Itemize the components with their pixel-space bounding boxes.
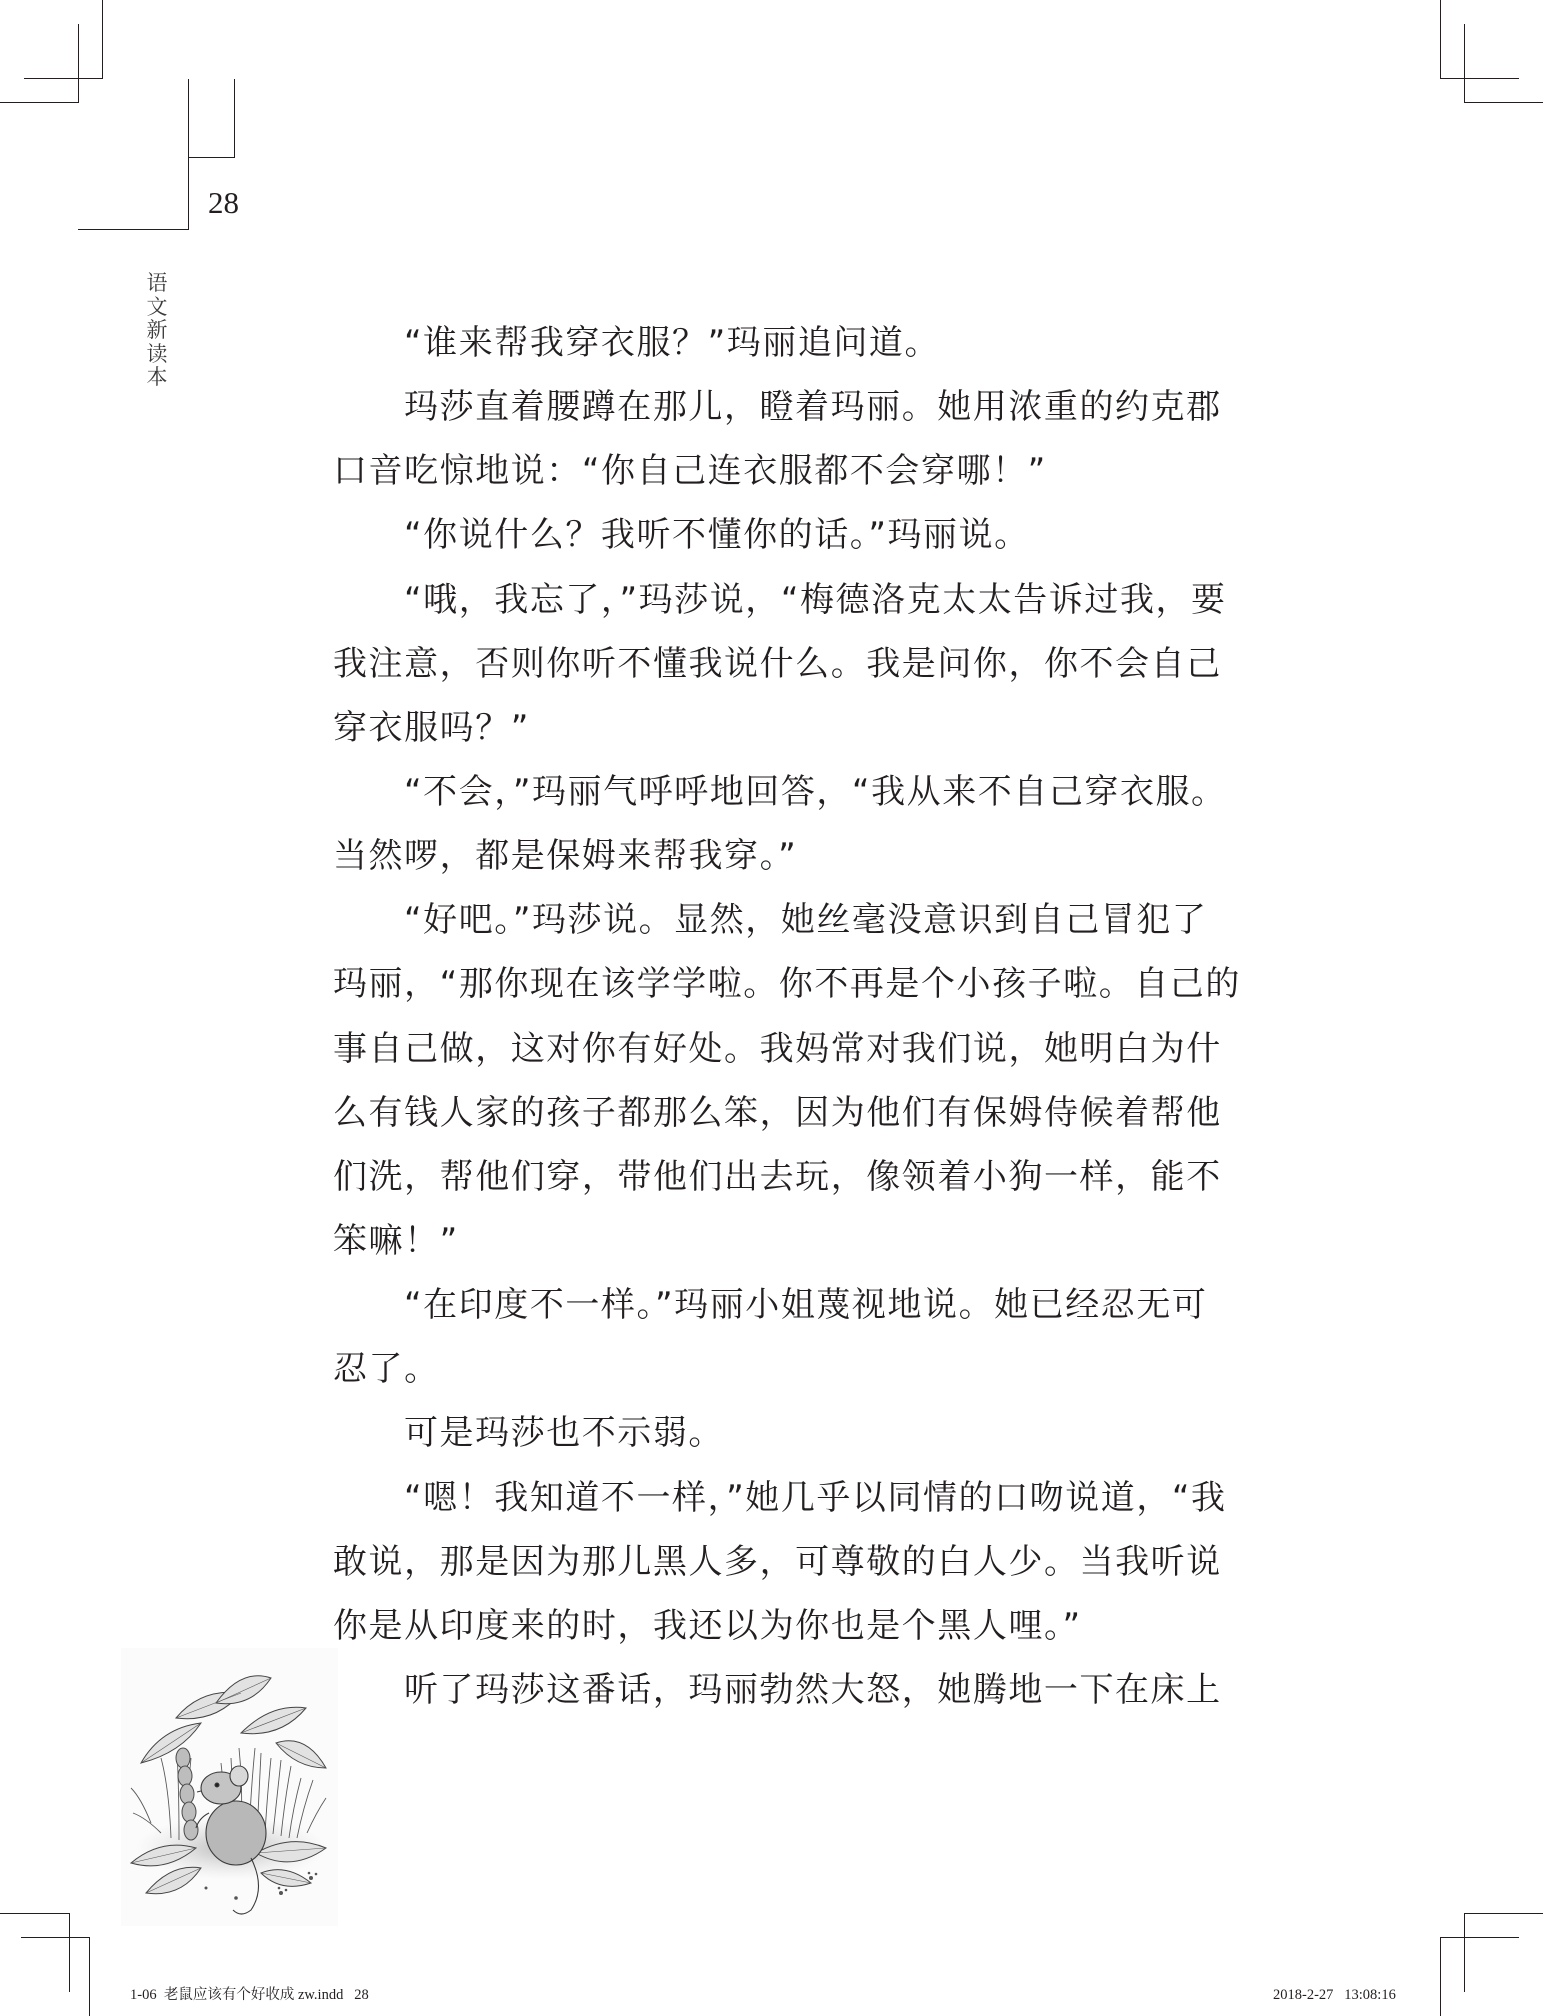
text-line: 穿衣服吗？” <box>333 707 530 748</box>
crop-mark-line <box>1464 1913 1543 1914</box>
body-text <box>333 311 1241 1722</box>
text-line: “嗯！我知道不一样，”她几乎以同情的口吻说道，“我 <box>404 1477 1227 1518</box>
text-line: 口音吃惊地说：“你自己连衣服都不会穿哪！” <box>333 451 1047 492</box>
text-line: 么有钱人家的孩子都那么笨，因为他们有保姆侍候着帮他 <box>333 1092 1222 1133</box>
text-line: 敢说，那是因为那儿黑人多，可尊敬的白人少。当我听说 <box>333 1541 1222 1582</box>
text-line: “哦，我忘了，”玛莎说，“梅德洛克太太告诉过我，要 <box>404 579 1227 620</box>
running-head-vertical <box>145 272 169 390</box>
crop-mark-line <box>1464 102 1543 103</box>
text-line: 你是从印度来的时，我还以为你也是个黑人哩。” <box>333 1605 1082 1646</box>
crop-mark-line <box>1464 24 1465 103</box>
crop-mark-line <box>102 0 103 79</box>
text-line: 玛丽，“那你现在该学学啦。你不再是个小孩子啦。自己的 <box>333 964 1241 1005</box>
text-line: 们洗，帮他们穿，带他们出去玩，像领着小狗一样，能不 <box>333 1156 1222 1197</box>
text-line: 忍了。 <box>333 1349 440 1390</box>
running-head-char: 文 <box>146 294 168 319</box>
running-head-char: 读 <box>146 341 168 366</box>
text-line: 当然啰，都是保姆来帮我穿。” <box>333 836 798 877</box>
crop-mark-line <box>89 1937 90 2016</box>
frame-line <box>234 79 235 158</box>
text-line: 事自己做，这对你有好处。我妈常对我们说，她明白为什 <box>333 1028 1222 1069</box>
crop-mark-line <box>1440 78 1519 79</box>
text-line: 我注意，否则你听不懂我说什么。我是问你，你不会自己 <box>333 643 1222 684</box>
crop-mark-line <box>78 24 79 103</box>
mouse-illustration <box>121 1648 338 1926</box>
mouse-in-leaves-icon <box>121 1648 338 1926</box>
crop-mark-line <box>0 102 79 103</box>
crop-mark-line <box>24 78 103 79</box>
text-line: “在印度不一样。”玛丽小姐蔑视地说。她已经忍无可 <box>404 1285 1208 1326</box>
crop-mark-line <box>21 1937 90 1938</box>
running-head-char: 新 <box>146 318 168 343</box>
frame-line <box>188 157 235 158</box>
crop-mark-line <box>1440 1937 1441 2016</box>
running-head-char: 本 <box>146 365 168 390</box>
print-slug-filename: 1-06 老鼠应该有个好收成 zw.indd 28 <box>130 1987 369 2003</box>
text-line: 玛莎直着腰蹲在那儿，瞪着玛丽。她用浓重的约克郡 <box>404 387 1222 428</box>
frame-line <box>188 79 189 230</box>
crop-mark-line <box>1440 0 1441 79</box>
text-line: “好吧。”玛莎说。显然，她丝毫没意识到自己冒犯了 <box>404 900 1208 941</box>
page-number: 28 <box>208 185 239 220</box>
print-slug-timestamp: 2018-2-27 13:08:16 <box>1273 1987 1396 2003</box>
running-head-char: 语 <box>146 271 168 295</box>
frame-line <box>78 229 189 230</box>
crop-mark-line <box>69 1913 70 1992</box>
crop-mark-line <box>0 1913 70 1914</box>
text-line: “不会，”玛丽气呼呼地回答，“我从来不自己穿衣服。 <box>404 771 1227 812</box>
text-line: 可是玛莎也不示弱。 <box>404 1413 724 1454</box>
text-line: “你说什么？我听不懂你的话。”玛丽说。 <box>404 515 1030 556</box>
text-line: 听了玛莎这番话，玛丽勃然大怒，她腾地一下在床上 <box>404 1669 1222 1710</box>
text-line: “谁来帮我穿衣服？”玛丽追问道。 <box>404 323 941 363</box>
crop-mark-line <box>1464 1913 1465 1992</box>
crop-mark-line <box>1440 1937 1519 1938</box>
text-line: 笨嘛！” <box>333 1220 459 1261</box>
